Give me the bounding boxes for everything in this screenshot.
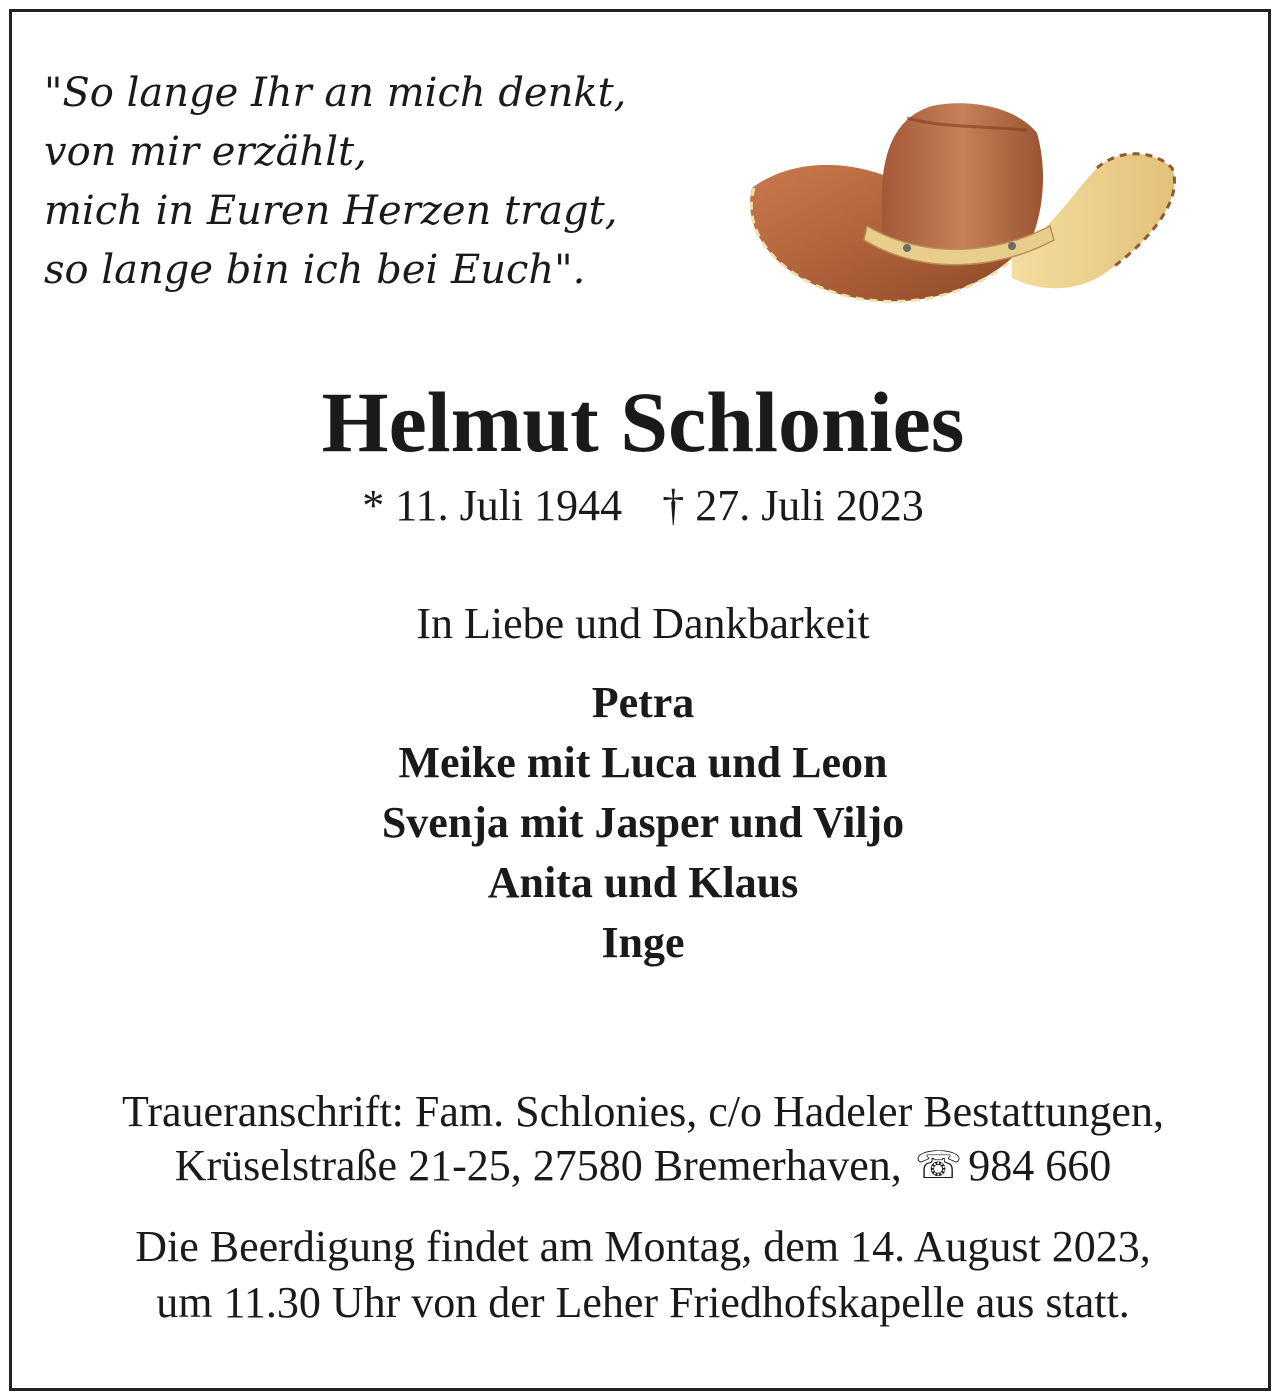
birth-date: * 11. Juli 1944 — [362, 481, 623, 530]
phone-icon: ☏ — [914, 1145, 963, 1187]
mourner-entry: Inge — [601, 918, 685, 967]
address-line-1: Traueranschrift: Fam. Schlonies, c/o Hadeler Bestattungen, — [122, 1087, 1164, 1136]
mourners-list — [12, 673, 1274, 973]
deceased-name: Helmut Schlonies — [321, 374, 965, 470]
memorial-quote — [44, 64, 626, 300]
obituary-frame — [9, 9, 1271, 1391]
death-date: † 27. Juli 2023 — [662, 481, 924, 530]
funeral-notice — [12, 1219, 1274, 1331]
life-dates — [12, 478, 1274, 534]
mourning-address — [12, 1085, 1274, 1193]
mourners-intro: In Liebe und Dankbarkeit — [416, 599, 870, 648]
mourner-entry: Svenja mit Jasper und Viljo — [381, 798, 905, 847]
mourner-entry: Anita und Klaus — [487, 858, 799, 907]
cowboy-hat-icon — [732, 88, 1184, 320]
funeral-line-2: um 11.30 Uhr von der Leher Friedhofskapelle aus statt. — [156, 1278, 1130, 1327]
quote-line: von mir erzählt, — [44, 129, 367, 175]
address-line-2 — [12, 1139, 1274, 1193]
quote-line: so lange bin ich bei Euch". — [44, 247, 586, 293]
funeral-line-1: Die Beerdigung findet am Montag, dem 14. August 2023, — [135, 1222, 1151, 1271]
quote-line: mich in Euren Herzen tragt, — [44, 188, 618, 234]
mourner-entry: Petra — [591, 678, 695, 727]
phone-number: 984 660 — [968, 1141, 1112, 1190]
mourner-entry: Meike mit Luca und Leon — [398, 738, 888, 787]
quote-line: "So lange Ihr an mich denkt, — [44, 70, 627, 116]
address-street: Krüselstraße 21-25, 27580 Bremerhaven, — [174, 1141, 902, 1190]
